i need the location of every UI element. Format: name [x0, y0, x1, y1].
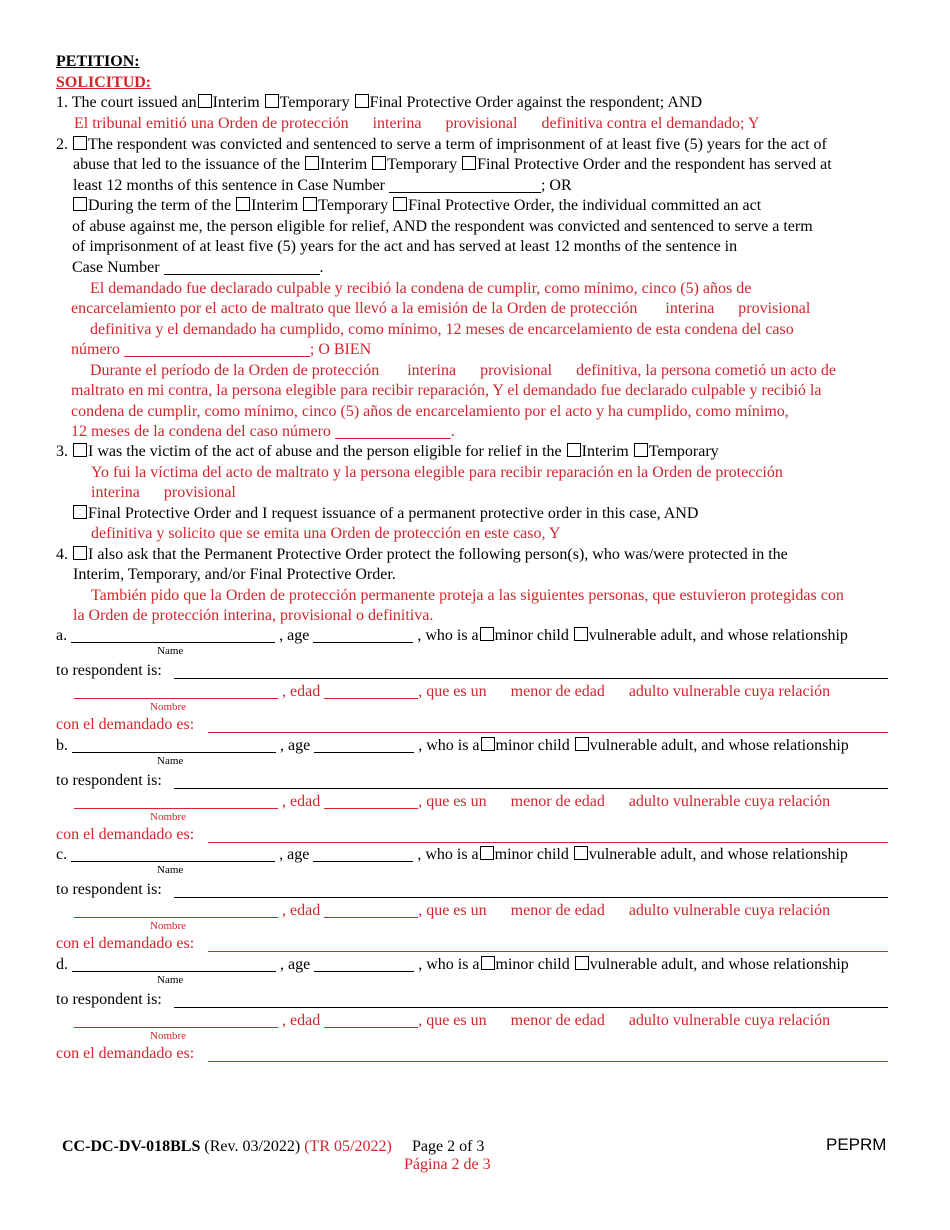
person-c-name-field[interactable] — [71, 847, 275, 862]
p2-temporary-label: Temporary — [387, 156, 458, 173]
person-d-label: d. — [56, 956, 68, 973]
person-b-es-edad-field[interactable] — [324, 794, 418, 809]
person-c-es-name-field[interactable] — [74, 903, 278, 918]
person-b-es-relationship-label: con el demandado es: — [56, 826, 195, 843]
p2-text-3b: ; OR — [540, 177, 572, 194]
person-b-relationship-label: to respondent is: — [56, 772, 162, 789]
p3-line-2 — [72, 505, 698, 523]
p1-es-interim: interina — [372, 115, 422, 132]
person-d-name-caption: Name — [157, 974, 184, 986]
p4-number: 4. — [56, 546, 68, 563]
person-b-es-line — [74, 793, 830, 811]
p4-line-1 — [56, 546, 788, 564]
p2-temporary-checkbox[interactable] — [372, 156, 386, 170]
person-c-es-relationship-label: con el demandado es: — [56, 935, 195, 952]
p1-es-temporary: provisional — [445, 115, 518, 132]
person-a-age-label: , age — [279, 627, 310, 644]
p2-es-temporary: provisional — [738, 300, 811, 317]
person-b-age-label: , age — [280, 737, 311, 754]
p3-victim-checkbox[interactable] — [73, 443, 87, 457]
person-c-es-que-label: , que es un — [418, 902, 487, 919]
person-d-who-label: , who is a — [418, 956, 480, 973]
person-b-es-que-label: , que es un — [418, 793, 487, 810]
p2-case-number-field-2[interactable] — [164, 260, 320, 275]
person-b-name-caption: Name — [157, 755, 184, 767]
p2-text-2b: Final Protective Order and the respondent has served at — [477, 156, 832, 173]
person-a-age-field[interactable] — [313, 628, 413, 643]
p3-es-temporary: provisional — [163, 484, 236, 501]
p2-es-case-number-field-2[interactable] — [335, 424, 451, 439]
revision-date: (Rev. 03/2022) — [204, 1138, 301, 1155]
person-a-label: a. — [56, 627, 68, 644]
person-c-es-vulnerable-label: adulto vulnerable cuya relación — [628, 902, 831, 919]
p1-interim-checkbox[interactable] — [198, 94, 212, 108]
footer-form-code — [62, 1138, 392, 1156]
p2-es-line-7: condena de cumplir, como mínimo, cinco (5) años de encarcelamiento por el acto y ha cumplido, como mínimo, — [71, 403, 789, 420]
person-a-minor-child-checkbox[interactable] — [480, 627, 494, 641]
person-d-es-que-label: , que es un — [418, 1012, 487, 1029]
person-b-minor-child-label: minor child — [495, 737, 570, 754]
person-a-vulnerable-adult-label: vulnerable adult, and whose relationship — [588, 627, 848, 644]
p3-text-2: Final Protective Order and I request issuance of a permanent protective order in this case, AND — [88, 505, 699, 522]
person-a-es-relationship-field[interactable] — [208, 731, 888, 733]
solicitud-heading: SOLICITUD: — [56, 74, 152, 91]
person-a-es-edad-label: , edad — [282, 683, 321, 700]
p3-final-checkbox[interactable] — [73, 505, 87, 519]
person-d-vulnerable-adult-checkbox[interactable] — [575, 956, 589, 970]
person-b-es-minor-label: menor de edad — [510, 793, 605, 810]
p1-final-checkbox[interactable] — [355, 94, 369, 108]
person-b-vulnerable-adult-checkbox[interactable] — [575, 737, 589, 751]
p1-temporary-label: Temporary — [279, 94, 350, 111]
p2-text-2a: abuse that led to the issuance of the — [73, 156, 301, 173]
p2-es-text-8b: . — [450, 423, 455, 440]
person-c-age-label: , age — [279, 846, 310, 863]
p3-es-line-2 — [91, 484, 236, 502]
p2-line-3 — [73, 177, 572, 195]
p2-es-case-number-field-1[interactable] — [124, 342, 310, 357]
form-id: PEPRM — [826, 1135, 887, 1154]
page-number-es: Página 2 de 3 — [404, 1156, 491, 1173]
p1-es-text-a: El tribunal emitió una Orden de protección — [74, 115, 349, 132]
p3-line-1 — [56, 443, 719, 461]
person-c-es-minor-label: menor de edad — [510, 902, 605, 919]
person-a-name-caption: Name — [157, 645, 184, 657]
p2-line-1 — [56, 136, 827, 154]
person-d-minor-child-label: minor child — [495, 956, 570, 973]
person-c-vulnerable-adult-checkbox[interactable] — [574, 846, 588, 860]
person-a-minor-child-label: minor child — [494, 627, 569, 644]
p4-es-line-2: la Orden de protección interina, provisional o definitiva. — [73, 607, 434, 624]
p2b-interim-label: Interim — [251, 197, 299, 214]
p1-text-b: Final Protective Order against the respondent; AND — [369, 94, 703, 111]
person-a-es-line — [74, 683, 830, 701]
p2-es-line-1: El demandado fue declarado culpable y recibió la condena de cumplir, como mínimo, cinco (5) años de — [90, 280, 752, 297]
p2-es-line-3: definitiva y el demandado ha cumplido, como mínimo, 12 meses de encarcelamiento de esta condena del caso — [90, 321, 794, 338]
person-b-who-label: , who is a — [418, 737, 480, 754]
person-a-es-relationship-label: con el demandado es: — [56, 716, 195, 733]
person-c-en-line — [56, 846, 848, 864]
person-a-name-field[interactable] — [71, 628, 275, 643]
p3-es-line-3: definitiva y solicito que se emita una Orden de protección en este caso, Y — [91, 525, 561, 542]
person-a-es-name-caption: Nombre — [150, 701, 187, 713]
person-c-vulnerable-adult-label: vulnerable adult, and whose relationship — [588, 846, 848, 863]
p2b-final-checkbox[interactable] — [393, 197, 407, 211]
p4-text-1: I also ask that the Permanent Protective Order protect the following person(s), who was/were protected in the — [88, 546, 788, 563]
p2-es-line-2 — [71, 300, 810, 318]
person-b-age-field[interactable] — [314, 738, 414, 753]
person-c-es-edad-label: , edad — [282, 902, 321, 919]
person-d-es-edad-field[interactable] — [324, 1013, 418, 1028]
p2-text-3a: least 12 months of this sentence in Case Number — [73, 177, 385, 194]
person-a-es-name-field[interactable] — [74, 684, 278, 699]
p2-line-7 — [72, 259, 324, 277]
p2-number: 2. — [56, 136, 68, 153]
p3-temporary-label: Temporary — [648, 443, 719, 460]
p4-es-line-1: También pido que la Orden de protección permanente proteja a las siguientes personas, que estuvieron protegidas con — [91, 587, 844, 604]
p2-text-1: The respondent was convicted and sentenced to serve a term of imprisonment of at least five (5) years for the act of — [88, 136, 827, 153]
person-d-en-line — [56, 956, 849, 974]
person-b-label: b. — [56, 737, 68, 754]
person-d-relationship-field[interactable] — [174, 1006, 888, 1008]
p1-interim-label: Interim — [212, 94, 260, 111]
p2-interim-checkbox[interactable] — [305, 156, 319, 170]
person-d-relationship-label: to respondent is: — [56, 991, 162, 1008]
p2-text-4b: Final Protective Order, the individual committed an act — [408, 197, 762, 214]
person-a-es-que-label: , que es un — [418, 683, 487, 700]
person-b-en-line — [56, 737, 849, 755]
person-c-who-label: , who is a — [417, 846, 479, 863]
p2-text-7b: . — [319, 259, 324, 276]
person-b-es-name-caption: Nombre — [150, 811, 187, 823]
person-d-es-relationship-field[interactable] — [208, 1060, 888, 1062]
person-d-minor-child-checkbox[interactable] — [481, 956, 495, 970]
person-c-es-edad-field[interactable] — [324, 903, 418, 918]
person-b-es-name-field[interactable] — [74, 794, 278, 809]
person-a-es-edad-field[interactable] — [324, 684, 418, 699]
p1-temporary-checkbox[interactable] — [265, 94, 279, 108]
p2-es-text-8a: 12 meses de la condena del caso número — [71, 423, 331, 440]
p4-protect-others-checkbox[interactable] — [73, 546, 87, 560]
person-d-es-name-field[interactable] — [74, 1013, 278, 1028]
person-b-name-field[interactable] — [72, 738, 276, 753]
p2-es-temporary-2: provisional — [480, 362, 553, 379]
person-a-es-minor-label: menor de edad — [510, 683, 605, 700]
p2b-interim-checkbox[interactable] — [236, 197, 250, 211]
person-b-es-vulnerable-label: adulto vulnerable cuya relación — [628, 793, 831, 810]
p2-option-b-checkbox[interactable] — [73, 197, 87, 211]
person-d-es-line — [74, 1012, 830, 1030]
person-c-minor-child-checkbox[interactable] — [480, 846, 494, 860]
person-b-relationship-field[interactable] — [174, 787, 888, 789]
p2-text-4a: During the term of the — [88, 197, 232, 214]
p3-temporary-checkbox[interactable] — [634, 443, 648, 457]
petition-heading: PETITION: — [56, 53, 140, 70]
person-b-minor-child-checkbox[interactable] — [481, 737, 495, 751]
person-c-es-relationship-field[interactable] — [208, 950, 888, 952]
p2b-temporary-checkbox[interactable] — [303, 197, 317, 211]
person-a-relationship-field[interactable] — [174, 677, 888, 679]
p2-es-text-4b: ; O BIEN — [309, 341, 372, 358]
person-c-es-line — [74, 902, 830, 920]
p3-es-line-1: Yo fui la víctima del acto de maltrato y la persona elegible para recibir reparación en la Orden de protección — [91, 464, 783, 481]
person-d-age-field[interactable] — [314, 957, 414, 972]
p3-es-interim: interina — [91, 484, 140, 501]
p2-line-6: of imprisonment of at least five (5) years for the act and has served at least 12 months of the sentence in — [72, 238, 738, 255]
p1-text-a: The court issued an — [71, 94, 197, 111]
person-c-label: c. — [56, 846, 68, 863]
person-a-vulnerable-adult-checkbox[interactable] — [574, 627, 588, 641]
p3-number: 3. — [56, 443, 68, 460]
p2-es-line-5 — [90, 362, 836, 380]
p2-es-text-2a: encarcelamiento por el acto de maltrato que llevó a la emisión de la Orden de protección — [71, 300, 638, 317]
p1-en-line — [56, 94, 702, 112]
p4-line-2: Interim, Temporary, and/or Final Protective Order. — [73, 566, 396, 583]
person-a-en-line — [56, 627, 848, 645]
person-d-vulnerable-adult-label: vulnerable adult, and whose relationship — [589, 956, 849, 973]
p2-text-7a: Case Number — [72, 259, 160, 276]
p2-final-checkbox[interactable] — [462, 156, 476, 170]
person-d-name-field[interactable] — [72, 957, 276, 972]
person-d-es-edad-label: , edad — [282, 1012, 321, 1029]
p1-es-text-b: definitiva contra el demandado; Y — [541, 115, 760, 132]
person-d-age-label: , age — [280, 956, 311, 973]
person-b-vulnerable-adult-label: vulnerable adult, and whose relationship — [589, 737, 849, 754]
person-c-name-caption: Name — [157, 864, 184, 876]
p1-number: 1. — [56, 94, 68, 111]
p2-es-interim-2: interina — [407, 362, 457, 379]
person-c-relationship-field[interactable] — [174, 896, 888, 898]
person-b-es-relationship-field[interactable] — [208, 841, 888, 843]
person-d-es-name-caption: Nombre — [150, 1030, 187, 1042]
p2-es-interim: interina — [665, 300, 715, 317]
person-a-relationship-label: to respondent is: — [56, 662, 162, 679]
p2-case-number-field-1[interactable] — [389, 178, 541, 193]
p2-interim-label: Interim — [320, 156, 368, 173]
person-a-who-label: , who is a — [417, 627, 479, 644]
p2-line-4 — [72, 197, 761, 215]
p3-interim-label: Interim — [581, 443, 629, 460]
p3-text-1a: I was the victim of the act of abuse and the person eligible for relief in the — [88, 443, 562, 460]
p2-line-2 — [73, 156, 832, 174]
person-b-es-edad-label: , edad — [282, 793, 321, 810]
person-c-age-field[interactable] — [313, 847, 413, 862]
p1-es-line — [74, 115, 759, 133]
p2-option-a-checkbox[interactable] — [73, 136, 87, 150]
person-c-relationship-label: to respondent is: — [56, 881, 162, 898]
person-d-es-vulnerable-label: adulto vulnerable cuya relación — [628, 1012, 831, 1029]
p2-es-line-6: maltrato en mi contra, la persona elegible para recibir reparación, Y el demandado fue declarado culpable y recibió la — [71, 382, 822, 399]
person-c-es-name-caption: Nombre — [150, 920, 187, 932]
person-c-minor-child-label: minor child — [494, 846, 569, 863]
person-a-es-vulnerable-label: adulto vulnerable cuya relación — [628, 683, 831, 700]
p3-interim-checkbox[interactable] — [567, 443, 581, 457]
translation-date: (TR 05/2022) — [304, 1138, 392, 1155]
person-d-es-relationship-label: con el demandado es: — [56, 1045, 195, 1062]
p2b-temporary-label: Temporary — [318, 197, 389, 214]
person-d-es-minor-label: menor de edad — [510, 1012, 605, 1029]
form-code: CC-DC-DV-018BLS — [62, 1138, 201, 1155]
p2-line-5: of abuse against me, the person eligible for relief, AND the respondent was convicted and sentenced to serve a term — [72, 218, 813, 235]
p2-es-text-5a: Durante el período de la Orden de protección — [90, 362, 380, 379]
p2-es-line-8 — [71, 423, 455, 441]
p2-es-line-4 — [71, 341, 371, 359]
p2-es-text-4a: número — [71, 341, 120, 358]
p2-es-text-5b: definitiva, la persona cometió un acto de — [576, 362, 836, 379]
page-number-en: Page 2 of 3 — [412, 1138, 485, 1155]
